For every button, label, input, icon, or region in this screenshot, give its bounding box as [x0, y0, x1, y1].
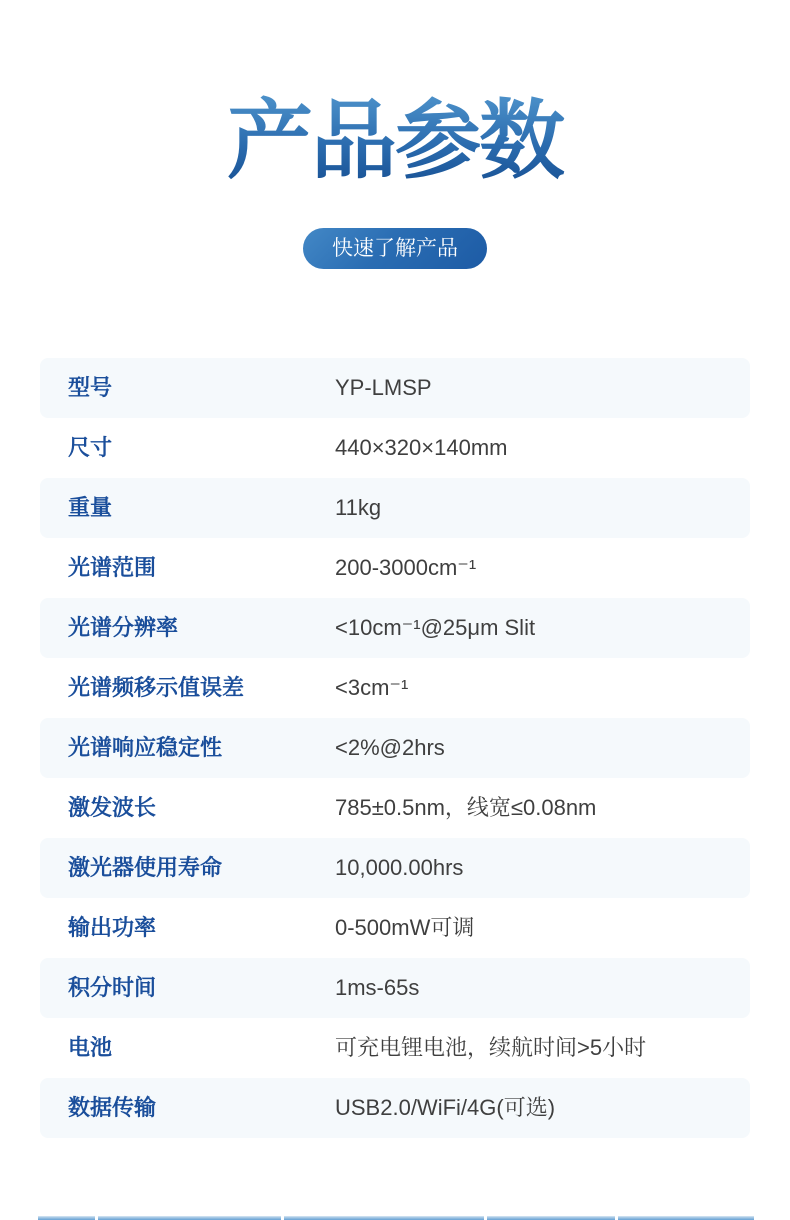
spec-row-integration-time [40, 958, 750, 1018]
spec-label: 输出功率 [68, 915, 157, 940]
spec-label: 激光器使用寿命 [68, 855, 223, 880]
spec-value: <3cm⁻¹ [335, 675, 409, 700]
spec-row-spectral-range [40, 538, 750, 598]
spec-row-battery [40, 1018, 750, 1078]
spec-row-shift-error [40, 658, 750, 718]
spec-label: 型号 [68, 375, 113, 400]
spec-label: 光谱频移示值误差 [68, 675, 245, 700]
spec-value: 1ms-65s [335, 975, 420, 1000]
spec-label: 尺寸 [68, 435, 113, 460]
divider-segment [98, 1216, 281, 1220]
spec-row-dimensions [40, 418, 750, 478]
spec-value: 11kg [335, 495, 382, 520]
spec-row-laser-lifetime [40, 838, 750, 898]
spec-label: 数据传输 [68, 1095, 157, 1120]
spec-value: 785±0.5nm，线宽≤0.08nm [335, 795, 597, 820]
spec-label: 积分时间 [68, 975, 157, 1000]
page-title: 产品参数 [0, 92, 790, 190]
spec-label: 光谱范围 [68, 555, 157, 580]
spec-value: USB2.0/WiFi/4G(可选) [335, 1095, 556, 1120]
next-section-table-top-border [38, 1216, 754, 1220]
spec-value: <10cm⁻¹@25μm Slit [335, 615, 536, 640]
spec-value: <2%@2hrs [335, 735, 445, 760]
divider-segment [284, 1216, 484, 1220]
spec-value: 10,000.00hrs [335, 855, 464, 880]
spec-row-response-stability [40, 718, 750, 778]
spec-value: 200-3000cm⁻¹ [335, 555, 477, 580]
spec-label: 激发波长 [68, 795, 157, 820]
spec-value: 0-500mW可调 [335, 915, 475, 940]
spec-value: 可充电锂电池，续航时间>5小时 [335, 1035, 647, 1060]
spec-value: YP-LMSP [335, 375, 432, 400]
spec-row-output-power [40, 898, 750, 958]
spec-row-model [40, 358, 750, 418]
spec-row-spectral-resolution [40, 598, 750, 658]
spec-label: 电池 [68, 1035, 113, 1060]
quick-view-badge[interactable]: 快速了解产品 [303, 228, 487, 269]
spec-label: 重量 [68, 495, 113, 520]
spec-row-excitation-wavelength [40, 778, 750, 838]
spec-row-weight [40, 478, 750, 538]
spec-row-data-transfer [40, 1078, 750, 1138]
divider-segment [618, 1216, 754, 1220]
divider-segment [487, 1216, 615, 1220]
divider-segment [38, 1216, 95, 1220]
spec-table [40, 358, 750, 1138]
spec-value: 440×320×140mm [335, 435, 508, 460]
spec-label: 光谱响应稳定性 [68, 735, 223, 760]
spec-label: 光谱分辨率 [68, 615, 179, 640]
